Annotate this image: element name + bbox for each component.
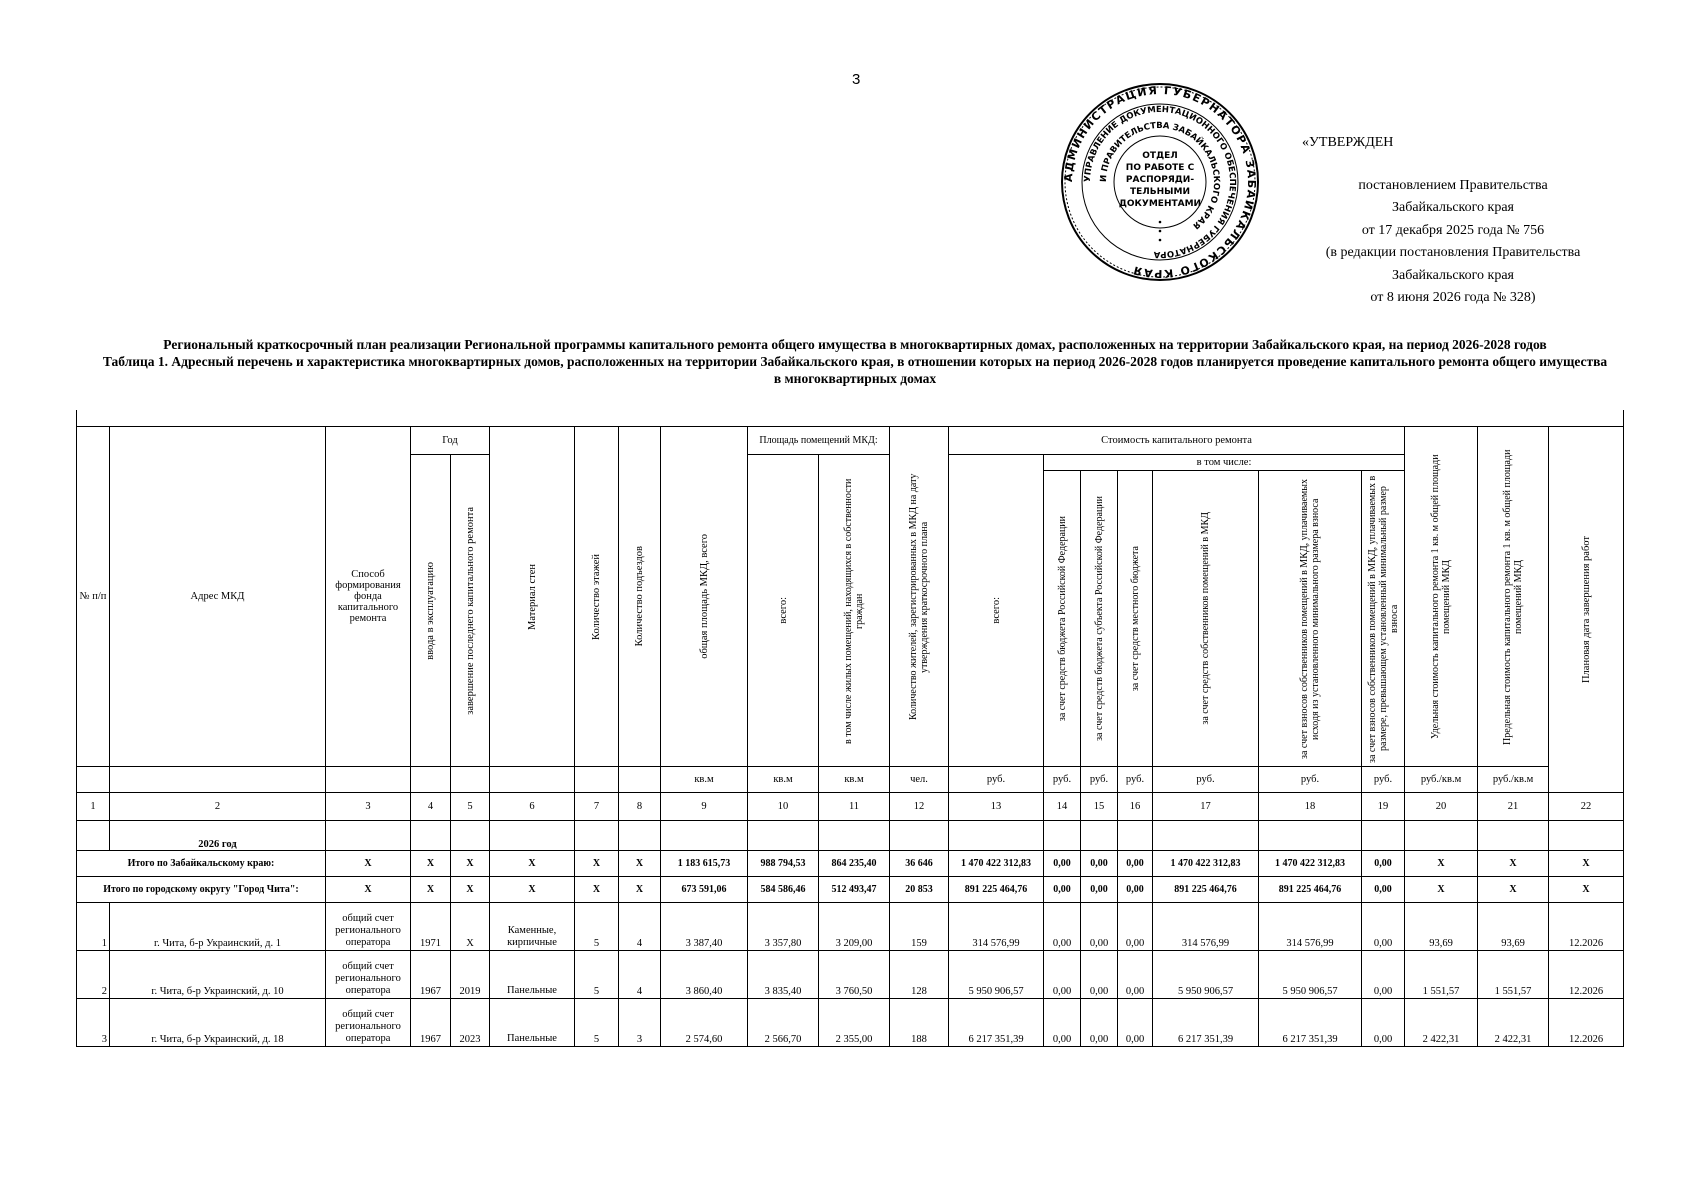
header-cost-group: Стоимость капитального ремонта: [949, 427, 1405, 455]
cell-floors: 5: [575, 999, 619, 1047]
col-number: 21: [1478, 793, 1549, 821]
unit-cell: кв.м: [661, 767, 748, 793]
unit-cell: кв.м: [819, 767, 890, 793]
header-year-group: Год: [411, 427, 490, 455]
cell-wall: Панельные: [490, 951, 575, 999]
cell-own: 6 217 351,39: [1153, 999, 1259, 1047]
col-number: 3: [326, 793, 411, 821]
col-number: 16: [1118, 793, 1153, 821]
cell-area-all: 3 835,40: [748, 951, 819, 999]
col-number: 11: [819, 793, 890, 821]
cell-max: 1 551,57: [1478, 951, 1549, 999]
header-cost-owners-extra: за счет взносов собственников помещений в МКД, уплачиваемых в размере, превышающем установленный минимальный размер взноса: [1366, 474, 1400, 763]
unit-cell: руб.: [1044, 767, 1081, 793]
seal-center-line: ОТДЕЛ: [1142, 151, 1178, 161]
seal-center-line: РАСПОРЯДИ-: [1125, 175, 1195, 185]
cell-date: 12.2026: [1549, 903, 1624, 951]
approval-line: Забайкальского края: [1391, 267, 1514, 283]
totals-cell: 0,00: [1081, 851, 1118, 877]
totals-cell: X: [490, 877, 575, 903]
totals-cell: 988 794,53: [748, 851, 819, 877]
unit-cell: руб.: [1153, 767, 1259, 793]
table-row: [77, 951, 1624, 999]
unit-cell: кв.м: [748, 767, 819, 793]
cell-reg: 0,00: [1081, 903, 1118, 951]
totals-cell: X: [619, 877, 661, 903]
header-area-residential: в том числе жилых помещений, находящихся в собственности граждан: [843, 477, 865, 744]
header-floors: Количество этажей: [591, 553, 602, 640]
cell-no: 1: [77, 903, 110, 951]
cell-area-res: 3 760,50: [819, 951, 890, 999]
unit-cell: руб./кв.м: [1478, 767, 1549, 793]
unit-cell: руб.: [949, 767, 1044, 793]
totals-cell: 864 235,40: [819, 851, 890, 877]
cell-year-in: 1967: [411, 999, 451, 1047]
cell-reg: 0,00: [1081, 951, 1118, 999]
header-planned-date: Плановая дата завершения работ: [1580, 535, 1592, 684]
header-fund-method: Способ формирования фонда капитального ремонта: [326, 427, 411, 767]
seal-middle-text: УПРАВЛЕНИЕ ДОКУМЕНТАЦИОННОГО ОБЕСПЕЧЕНИЯ ГУБЕРНАТОРА: [1082, 104, 1238, 260]
cell-own-extra: 0,00: [1362, 999, 1405, 1047]
totals-label: Итого по городскому округу "Город Чита":: [77, 877, 326, 903]
cell-own: 314 576,99: [1153, 903, 1259, 951]
official-seal: [1060, 82, 1260, 282]
totals-cell: X: [451, 877, 490, 903]
totals-cell: 584 586,46: [748, 877, 819, 903]
cell-area-all: 3 357,80: [748, 903, 819, 951]
cell-own-min: 314 576,99: [1259, 903, 1362, 951]
totals-cell: X: [326, 851, 411, 877]
totals-cell: 0,00: [1118, 877, 1153, 903]
unit-cell: руб.: [1118, 767, 1153, 793]
totals-cell: 673 591,06: [661, 877, 748, 903]
houses-table: [76, 426, 1624, 1047]
cell-own-extra: 0,00: [1362, 903, 1405, 951]
col-number: 15: [1081, 793, 1118, 821]
totals-cell: 36 646: [890, 851, 949, 877]
totals-cell: X: [326, 877, 411, 903]
column-numbers-row: [77, 793, 1624, 821]
seal-outer-text: АДМИНИСТРАЦИЯ ГУБЕРНАТОРА ЗАБАЙКАЛЬСКОГО КРАЯ: [1061, 83, 1259, 281]
approval-line: Забайкальского края: [1391, 200, 1514, 215]
cell-fed: 0,00: [1044, 999, 1081, 1047]
cell-year-rep: X: [451, 903, 490, 951]
cell-unit: 2 422,31: [1405, 999, 1478, 1047]
cell-loc: 0,00: [1118, 903, 1153, 951]
col-number: 18: [1259, 793, 1362, 821]
unit-cell: руб.: [1081, 767, 1118, 793]
cell-own-min: 6 217 351,39: [1259, 999, 1362, 1047]
header-address: Адрес МКД: [110, 427, 326, 767]
totals-cell: 0,00: [1362, 851, 1405, 877]
header-unit-cost: Удельная стоимость капитального ремонта 1 кв. м общей площади помещений МКД: [1430, 454, 1453, 739]
totals-cell: 891 225 464,76: [1259, 877, 1362, 903]
seal-center-line: ТЕЛЬНЫМИ: [1130, 187, 1190, 197]
cell-year-rep: 2023: [451, 999, 490, 1047]
totals-cell: 891 225 464,76: [949, 877, 1044, 903]
cell-own: 5 950 906,57: [1153, 951, 1259, 999]
totals-cell: X: [490, 851, 575, 877]
header-entrances: Количество подъездов: [634, 546, 645, 647]
cell-loc: 0,00: [1118, 951, 1153, 999]
table-row: [77, 903, 1624, 951]
cell-entr: 3: [619, 999, 661, 1047]
totals-cell: 1 183 615,73: [661, 851, 748, 877]
totals-cell: X: [1549, 851, 1624, 877]
header-cost-owners-min: за счет взносов собственников помещений в МКД, уплачиваемых исходя из установленного минимального размера взноса: [1299, 478, 1321, 759]
totals-cell: 20 853: [890, 877, 949, 903]
approval-block: [1288, 132, 1618, 310]
cell-address: г. Чита, б-р Украинский, д. 18: [110, 999, 326, 1047]
header-cost-federal: за счет средств бюджета Российской Федерации: [1056, 515, 1068, 722]
year-label: 2026 год: [110, 821, 326, 851]
unit-cell: руб.: [1362, 767, 1405, 793]
cell-fund: общий счет регионального оператора: [326, 951, 411, 999]
cell-loc: 0,00: [1118, 999, 1153, 1047]
cell-max: 93,69: [1478, 903, 1549, 951]
header-wall-material: Материал стен: [526, 563, 538, 630]
cell-area-res: 3 209,00: [819, 903, 890, 951]
totals-cell: 0,00: [1044, 851, 1081, 877]
approval-line: от 17 декабря 2025 года № 756: [1361, 222, 1545, 238]
cell-people: 128: [890, 951, 949, 999]
header-incl-group: в том числе:: [1044, 455, 1405, 471]
col-number: 20: [1405, 793, 1478, 821]
totals-row: [77, 851, 1624, 877]
col-number: 6: [490, 793, 575, 821]
cell-cost: 6 217 351,39: [949, 999, 1044, 1047]
header-cost-local: за счет средств местного бюджета: [1129, 545, 1141, 692]
header-area-group: Площадь помещений МКД:: [748, 427, 890, 455]
cell-entr: 4: [619, 951, 661, 999]
totals-cell: 891 225 464,76: [1153, 877, 1259, 903]
col-number: 7: [575, 793, 619, 821]
header-area-total: всего:: [777, 597, 789, 624]
cell-own-extra: 0,00: [1362, 951, 1405, 999]
col-number: 17: [1153, 793, 1259, 821]
totals-cell: 0,00: [1081, 877, 1118, 903]
totals-cell: X: [575, 877, 619, 903]
approval-line: постановлением Правительства: [1358, 177, 1548, 193]
header-cost-owners: за счет средств собственников помещений в МКД: [1200, 512, 1211, 725]
cell-area: 3 387,40: [661, 903, 748, 951]
cell-wall: Каменные, кирпичные: [490, 903, 575, 951]
cell-area-all: 2 566,70: [748, 999, 819, 1047]
cell-wall: Панельные: [490, 999, 575, 1047]
col-number: 4: [411, 793, 451, 821]
header-cost-regional: за счет средств бюджета субъекта Российской Федерации: [1093, 496, 1105, 741]
totals-cell: 1 470 422 312,83: [1259, 851, 1362, 877]
document-titles: [100, 336, 1610, 387]
cell-no: 2: [77, 951, 110, 999]
cell-year-rep: 2019: [451, 951, 490, 999]
totals-cell: X: [451, 851, 490, 877]
col-number: 5: [451, 793, 490, 821]
cell-fed: 0,00: [1044, 903, 1081, 951]
col-number: 10: [748, 793, 819, 821]
cell-unit: 93,69: [1405, 903, 1478, 951]
totals-row: [77, 877, 1624, 903]
cell-cost: 314 576,99: [949, 903, 1044, 951]
cell-people: 188: [890, 999, 949, 1047]
table-row: [77, 999, 1624, 1047]
totals-cell: X: [575, 851, 619, 877]
totals-cell: 512 493,47: [819, 877, 890, 903]
col-number: 13: [949, 793, 1044, 821]
totals-label: Итого по Забайкальскому краю:: [77, 851, 326, 877]
cell-floors: 5: [575, 903, 619, 951]
totals-cell: X: [1478, 877, 1549, 903]
col-number: 22: [1549, 793, 1624, 821]
totals-cell: X: [1405, 851, 1478, 877]
seal-center-line: ДОКУМЕНТАМИ: [1118, 199, 1202, 209]
cell-floors: 5: [575, 951, 619, 999]
totals-cell: 1 470 422 312,83: [949, 851, 1044, 877]
cell-year-in: 1971: [411, 903, 451, 951]
header-year-commission: ввода в эксплуатацию: [425, 561, 436, 660]
unit-cell: руб.: [1259, 767, 1362, 793]
cell-fund: общий счет регионального оператора: [326, 999, 411, 1047]
cell-fund: общий счет регионального оператора: [326, 903, 411, 951]
totals-cell: X: [1549, 877, 1624, 903]
cell-entr: 4: [619, 903, 661, 951]
col-number: 19: [1362, 793, 1405, 821]
cell-fed: 0,00: [1044, 951, 1081, 999]
unit-cell: чел.: [890, 767, 949, 793]
totals-cell: 0,00: [1362, 877, 1405, 903]
cell-area-res: 2 355,00: [819, 999, 890, 1047]
cell-year-in: 1967: [411, 951, 451, 999]
totals-cell: X: [411, 877, 451, 903]
header-residents: Количество жителей, зарегистрированных в МКД на дату утверждения краткосрочного плана: [908, 473, 930, 720]
approval-line: от 8 июня 2026 года № 328): [1370, 290, 1536, 305]
header-max-cost: Предельная стоимость капитального ремонта 1 кв. м общей площади помещений МКД: [1502, 448, 1525, 745]
cell-date: 12.2026: [1549, 951, 1624, 999]
header-no: № п/п: [77, 427, 110, 767]
approval-line: (в редакции постановления Правительства: [1325, 245, 1581, 260]
totals-cell: X: [619, 851, 661, 877]
cell-own-min: 5 950 906,57: [1259, 951, 1362, 999]
unit-cell: руб./кв.м: [1405, 767, 1478, 793]
totals-cell: 0,00: [1044, 877, 1081, 903]
cell-address: г. Чита, б-р Украинский, д. 1: [110, 903, 326, 951]
year-row: [77, 821, 1624, 851]
totals-cell: X: [411, 851, 451, 877]
cell-max: 2 422,31: [1478, 999, 1549, 1047]
cell-area: 3 860,40: [661, 951, 748, 999]
totals-cell: X: [1405, 877, 1478, 903]
cell-address: г. Чита, б-р Украинский, д. 10: [110, 951, 326, 999]
col-number: 14: [1044, 793, 1081, 821]
cell-area: 2 574,60: [661, 999, 748, 1047]
col-number: 12: [890, 793, 949, 821]
col-number: 9: [661, 793, 748, 821]
approval-title: «УТВЕРЖДЕН: [1302, 135, 1394, 150]
totals-cell: 1 470 422 312,83: [1153, 851, 1259, 877]
table-title: Таблица 1. Адресный перечень и характеристика многоквартирных домов, расположенных на территории Забайкальского края, в отношении которых на период 2026-2028 годов планируется проведение капитального ремонта общего имущества в многоквартирных домах: [102, 354, 1608, 386]
cell-reg: 0,00: [1081, 999, 1118, 1047]
cell-no: 3: [77, 999, 110, 1047]
col-number: 1: [77, 793, 110, 821]
cell-people: 159: [890, 903, 949, 951]
seal-inner-text: И ПРАВИТЕЛЬСТВА ЗАБАЙКАЛЬСКОГО КРАЯ: [1098, 120, 1222, 231]
cell-date: 12.2026: [1549, 999, 1624, 1047]
cell-unit: 1 551,57: [1405, 951, 1478, 999]
col-number: 2: [110, 793, 326, 821]
plan-title: Региональный краткосрочный план реализации Региональной программы капитального ремонта общего имущества в многоквартирных домах, расположенных на территории Забайкальского края, на период 2026-2028 годов: [163, 337, 1547, 352]
cell-cost: 5 950 906,57: [949, 951, 1044, 999]
col-number: 8: [619, 793, 661, 821]
page-number: 3: [852, 71, 861, 88]
header-total-area: общая площадь МКД, всего: [698, 534, 710, 659]
table-frame: [76, 410, 1624, 426]
header-cost-total: всего:: [990, 597, 1002, 624]
totals-cell: 0,00: [1118, 851, 1153, 877]
totals-cell: X: [1478, 851, 1549, 877]
header-year-last-repair: завершение последнего капитального ремонта: [464, 506, 476, 715]
seal-center-line: ПО РАБОТЕ С: [1125, 163, 1195, 173]
